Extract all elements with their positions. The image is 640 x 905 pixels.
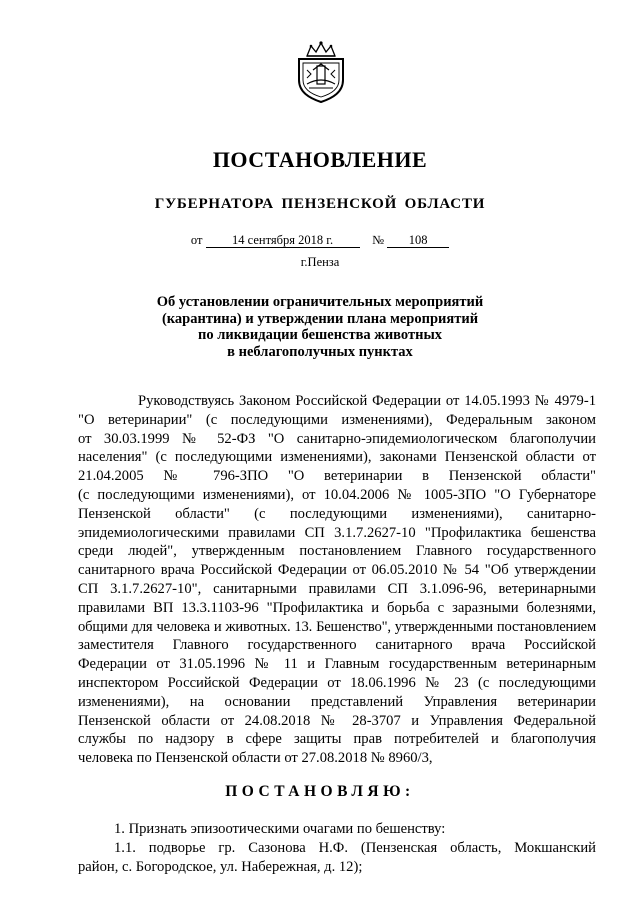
number-field: 108 [387, 234, 449, 248]
date-number-line [0, 233, 640, 248]
body-line: человека по Пензенской области от 27.08.2018 № 8960/3, [78, 750, 433, 767]
heading-line: в неблагополучных пунктах [227, 343, 413, 360]
document-issuer: ГУБЕРНАТОРА ПЕНЗЕНСКОЙ ОБЛАСТИ [154, 196, 486, 212]
body-line: службы по надзору в сфере защиты прав потребителей и благополучия [78, 731, 596, 748]
body-line: правилами ВП 13.3.1103-96 "Профилактика и борьба с заразными болезнями, [78, 599, 596, 616]
date-field: 14 сентября 2018 г. [206, 234, 360, 248]
body-line: среди людей", утвержденным постановлением Главного государственного [78, 543, 596, 560]
number-prefix: № [372, 233, 384, 247]
coat-of-arms-icon [293, 40, 349, 104]
body-line: Руководствуясь Законом Российской Федерации от 14.05.1993 № 4979-1 [138, 393, 596, 409]
decree-items [78, 820, 596, 877]
document-heading [0, 294, 640, 360]
city: г.Пенза [300, 255, 340, 269]
body-line: Федерации от 31.05.1996 № 11 и Главным государственным ветеринарным [78, 656, 596, 673]
heading-line: (карантина) и утверждении плана мероприятий [161, 310, 479, 327]
body-line: инспектором Российской Федерации от 18.06.1996 № 23 (с последующими [78, 674, 596, 691]
item-1: 1. Признать эпизоотическими очагами по бешенству: [114, 821, 446, 837]
decree-word: ПОСТАНОВЛЯЮ: [225, 783, 415, 800]
heading-line: по ликвидации бешенства животных [197, 327, 443, 343]
body-line: СП 3.1.7.2627-10", санитарными правилами СП 3.1.096-96, ветеринарными [78, 580, 596, 597]
body-line: "О ветеринарии" (с последующими изменениями), Федеральным законом [78, 411, 596, 428]
body-line: заместителя Главного государственного санитарного врача Российской [78, 637, 596, 654]
date-prefix: от [190, 233, 203, 247]
body-line: изменениями), на основании представлений Управления ветеринарии [78, 693, 596, 710]
body-line: от 30.03.1999 № 52-ФЗ "О санитарно-эпидемиологическом благополучии [78, 430, 596, 447]
preamble-paragraph [78, 392, 596, 768]
item-1-1-line: район, с. Богородское, ул. Набережная, д. 12); [78, 859, 363, 875]
item-1-1-line: 1.1. подворье гр. Сазонова Н.Ф. (Пензенская область, Мокшанский [114, 840, 596, 856]
body-line: (с последующими изменениями), от 10.04.2006 № 1005-ЗПО "О Губернаторе [78, 486, 596, 503]
body-line: общими для человека и животных. 13. Бешенство", утвержденными постановлением [78, 618, 596, 635]
body-line: 21.04.2005 № 796-ЗПО "О ветеринарии в Пензенской области" [78, 468, 596, 485]
body-line: эпидемиологическими правилами СП 3.1.7.2627-10 "Профилактика бешенства [78, 524, 596, 541]
body-line: Пензенской области от 24.08.2018 № 28-3707 и Управления Федеральной [78, 712, 596, 729]
body-line: Пензенской области" (с последующими изменениями), санитарно- [78, 505, 596, 522]
document-title: ПОСТАНОВЛЕНИЕ [212, 147, 428, 172]
body-line: населения" (с последующими изменениями), законами Пензенской области от [78, 449, 596, 466]
body-line: санитарного врача Российской Федерации от 06.05.2010 № 54 "Об утверждении [78, 562, 596, 579]
heading-line: Об установлении ограничительных мероприятий [156, 294, 484, 310]
